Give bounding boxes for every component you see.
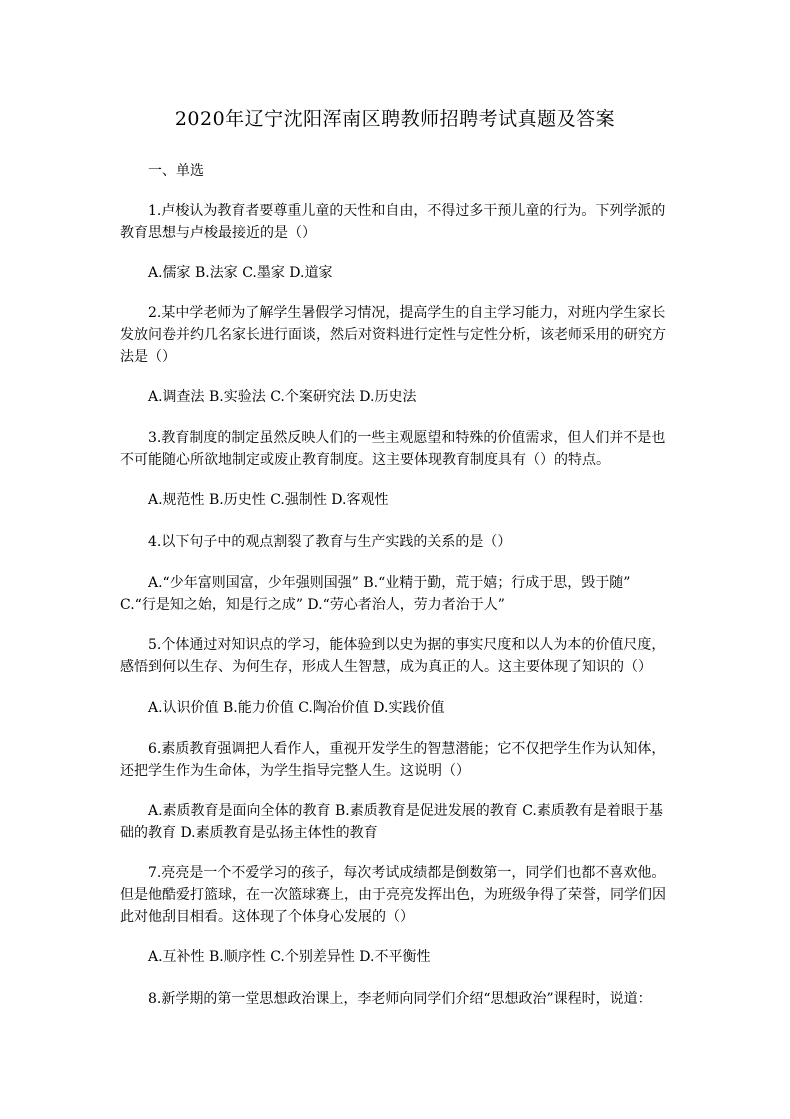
stem-line: 但是他酷爱打篮球，在一次篮球赛上，由于亮亮发挥出色，为班级争得了荣誉，同学们因 xyxy=(120,887,666,903)
section-heading: 一、单选 xyxy=(148,163,204,179)
question-7-options xyxy=(120,946,668,968)
page-title: 2020年辽宁沈阳浑南区聘教师招聘考试真题及答案 xyxy=(174,108,616,130)
question-6-options xyxy=(120,800,668,844)
stem-line: 不可能随心所欲地制定或废止教育制度。这主要体现教育制度具有（）的特点。 xyxy=(120,452,610,468)
stem-line: 2.某中学老师为了解学生暑假学习情况，提高学生的自主学习能力，对班内学生家长 xyxy=(148,305,666,321)
question-1-stem xyxy=(120,200,668,244)
stem-line: 此对他刮目相看。这体现了个体身心发展的（） xyxy=(120,909,414,925)
question-8-stem xyxy=(120,988,668,1010)
question-3-stem xyxy=(120,427,668,471)
question-1-options xyxy=(120,262,668,284)
question-4-options xyxy=(120,572,668,616)
stem-line: 6.素质教育强调把人看作人，重视开发学生的智慧潜能；它不仅把学生作为认知体， xyxy=(148,741,666,757)
option-line: A.“少年富则国富，少年强则国强” B.“业精于勤，荒于嬉；行成于思，毁于随” xyxy=(148,575,631,591)
stem-line: 3.教育制度的制定虽然反映人们的一些主观愿望和特殊的价值需求，但人们并不是也 xyxy=(148,430,666,446)
question-5-options xyxy=(120,697,668,719)
question-3-options xyxy=(120,489,668,511)
question-2-stem xyxy=(120,302,668,368)
option-line: A.调查法 B.实验法 C.个案研究法 D.历史法 xyxy=(148,389,417,405)
option-line: A.认识价值 B.能力价值 C.陶冶价值 D.实践价值 xyxy=(148,700,445,716)
option-line: C.“行是知之始，知是行之成” D.“劳心者治人，劳力者治于人” xyxy=(120,597,505,613)
stem-line: 4.以下句子中的观点割裂了教育与生产实践的关系的是（） xyxy=(148,534,512,550)
question-4-stem xyxy=(120,531,668,553)
question-2-options xyxy=(120,386,668,408)
stem-line: 还把学生作为生命体，为学生指导完整人生。这说明（） xyxy=(120,763,470,779)
stem-line: 8.新学期的第一堂思想政治课上，李老师向同学们介绍“思想政治”课程时，说道： xyxy=(148,991,652,1007)
question-6-stem xyxy=(120,738,668,782)
option-line: A.规范性 B.历史性 C.强制性 D.客观性 xyxy=(148,492,389,508)
stem-line: 法是（） xyxy=(120,349,176,365)
option-line: 础的教育 D.素质教育是弘扬主体性的教育 xyxy=(120,825,378,841)
stem-line: 教育思想与卢梭最接近的是（） xyxy=(120,225,316,241)
option-line: A.儒家 B.法家 C.墨家 D.道家 xyxy=(148,265,333,281)
option-line: A.互补性 B.顺序性 C.个别差异性 D.不平衡性 xyxy=(148,949,431,965)
question-7-stem xyxy=(120,862,668,928)
stem-line: 7.亮亮是一个不爱学习的孩子，每次考试成绩都是倒数第一，同学们也都不喜欢他。 xyxy=(148,865,666,881)
stem-line: 感悟到何以生存、为何生存，形成人生智慧，成为真正的人。这主要体现了知识的（） xyxy=(120,659,652,675)
stem-line: 发放问卷并约几名家长进行面谈，然后对资料进行定性与定性分析，该老师采用的研究方 xyxy=(120,327,666,343)
question-5-stem xyxy=(120,634,668,678)
option-line: A.素质教育是面向全体的教育 B.素质教育是促进发展的教育 C.素质教有是着眼于基 xyxy=(148,803,663,819)
stem-line: 1.卢梭认为教育者要尊重儿童的天性和自由，不得过多干预儿童的行为。下列学派的 xyxy=(148,203,666,219)
stem-line: 5.个体通过对知识点的学习，能体验到以史为据的事实尺度和以人为本的价值尺度， xyxy=(148,637,666,653)
